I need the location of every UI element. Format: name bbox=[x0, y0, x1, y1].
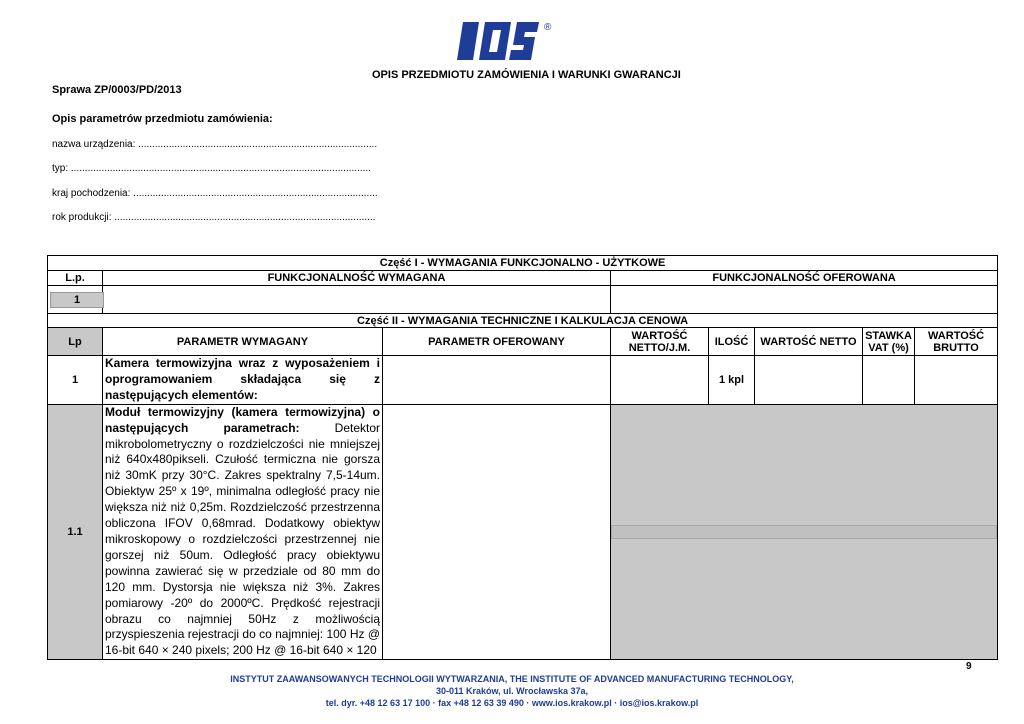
part1-row1-lp-cell bbox=[48, 286, 103, 314]
part2-row1-qty: 1 kpl bbox=[709, 356, 755, 405]
part2-row1-gross[interactable] bbox=[915, 356, 998, 405]
registered-mark: ® bbox=[544, 22, 552, 33]
footer-line-3: tel. dyr. +48 12 63 17 100 · fax +48 12 63 39 490 · www.ios.krakow.pl · ios@ios.krakow.pl bbox=[325, 698, 699, 708]
footer-line-2: 30-011 Kraków, ul. Wrocławska 37a, bbox=[435, 686, 589, 696]
part2-row1-description: Kamera termowizyjna wraz z wyposażeniem i oprogramowaniem składająca się z następujących elementów: bbox=[103, 356, 383, 405]
part1-row1-required[interactable] bbox=[103, 286, 611, 314]
case-number: Sprawa ZP/0003/PD/2013 bbox=[52, 84, 182, 96]
part2-row11-gray-area bbox=[611, 404, 998, 660]
requirements-table bbox=[47, 255, 998, 660]
page-number: 9 bbox=[966, 661, 972, 672]
part2-row11-description-bold: Moduł termowizyjny (kamera termowizyjna) o następujących parametrach: bbox=[105, 404, 380, 435]
part2-row11-lp: 1.1 bbox=[48, 404, 103, 660]
document-title: OPIS PRZEDMIOTU ZAMÓWIENIA I WARUNKI GWARANCJI bbox=[372, 69, 681, 81]
part1-row1-lp: 1 bbox=[50, 292, 104, 308]
part1-row1-offered[interactable] bbox=[611, 286, 998, 314]
part1-col-lp: L.p. bbox=[48, 271, 103, 286]
part2-row1-net[interactable] bbox=[755, 356, 863, 405]
part2-col-lp: Lp bbox=[48, 328, 103, 356]
country-field: kraj pochodzenia: ........................................................................................ bbox=[52, 188, 378, 199]
section-title: Opis parametrów przedmiotu zamówienia: bbox=[52, 113, 273, 125]
part2-col-net-unit: WARTOŚĆ NETTO/J.M. bbox=[611, 328, 709, 356]
gray-divider-bar bbox=[611, 525, 997, 539]
part2-title: Część II - WYMAGANIA TECHNICZNE I KALKULACJA CENOWA bbox=[48, 314, 998, 328]
footer-line-1: INSTYTUT ZAAWANSOWANYCH TECHNOLOGII WYTWARZANIA, THE INSTITUTE OF ADVANCED MANUFACTURING TECHNOLOGY, bbox=[230, 674, 794, 684]
part1-title: Część I - WYMAGANIA FUNKCJONALNO - UŻYTKOWE bbox=[48, 256, 998, 271]
part2-col-qty: ILOŚĆ bbox=[709, 328, 755, 356]
type-field: typ: ............................................................................................................ bbox=[52, 163, 371, 174]
part2-row11-description bbox=[103, 404, 383, 660]
part2-row1-lp: 1 bbox=[48, 356, 103, 405]
part2-row1-offered[interactable] bbox=[383, 356, 611, 405]
part2-col-gross: WARTOŚĆ BRUTTO bbox=[915, 328, 998, 356]
part2-col-param-offered: PARAMETR OFEROWANY bbox=[383, 328, 611, 356]
part2-col-vat: STAWKA VAT (%) bbox=[863, 328, 915, 356]
part1-col-required: FUNKCJONALNOŚĆ WYMAGANA bbox=[103, 271, 611, 286]
ios-logo bbox=[457, 22, 539, 60]
part1-col-offered: FUNKCJONALNOŚĆ OFEROWANA bbox=[611, 271, 998, 286]
year-field: rok produkcji: .............................................................................................. bbox=[52, 212, 376, 223]
part2-row1-net-unit[interactable] bbox=[611, 356, 709, 405]
part2-row11-description-text: Detektor mikrobolometryczny o rozdzielczości nie mniejszej niż 640x480pikseli. Czułość termiczna nie gorsza niż 30mK przy 30°C. Zakres spektralny 7,5-14um. Obiektyw 25º x 19º, minimalna odległość pracy nie większa niż niż 0,25m. Rozdzielczość przestrzenna obliczona IFOV 0,68mrad. Dodatkowy obiektyw mikroskopowy o rozdzielczości przestrzennej nie gorszej niż 50um. Odległość pracy obiektywu powinna zawierać się w przedziale od 80 mm do 120 mm. Dystorsja nie większa niż 3%. Zakres pomiarowy -20º do 2000ºC. Prędkość rejestracji obrazu co najmniej 50Hz z możliwością przyspieszenia rejestracji do co najmniej: 100 Hz @ 16-bit 640 × 240 pixels; 200 Hz @ 16-bit 640 × 120 bbox=[105, 420, 381, 658]
part2-row1-vat[interactable] bbox=[863, 356, 915, 405]
part2-col-param-required: PARAMETR WYMAGANY bbox=[103, 328, 383, 356]
part2-row11-offered[interactable] bbox=[383, 404, 611, 660]
part2-col-net: WARTOŚĆ NETTO bbox=[755, 328, 863, 356]
device-name-field: nazwa urządzenia: ...................................................................................... bbox=[52, 139, 378, 150]
